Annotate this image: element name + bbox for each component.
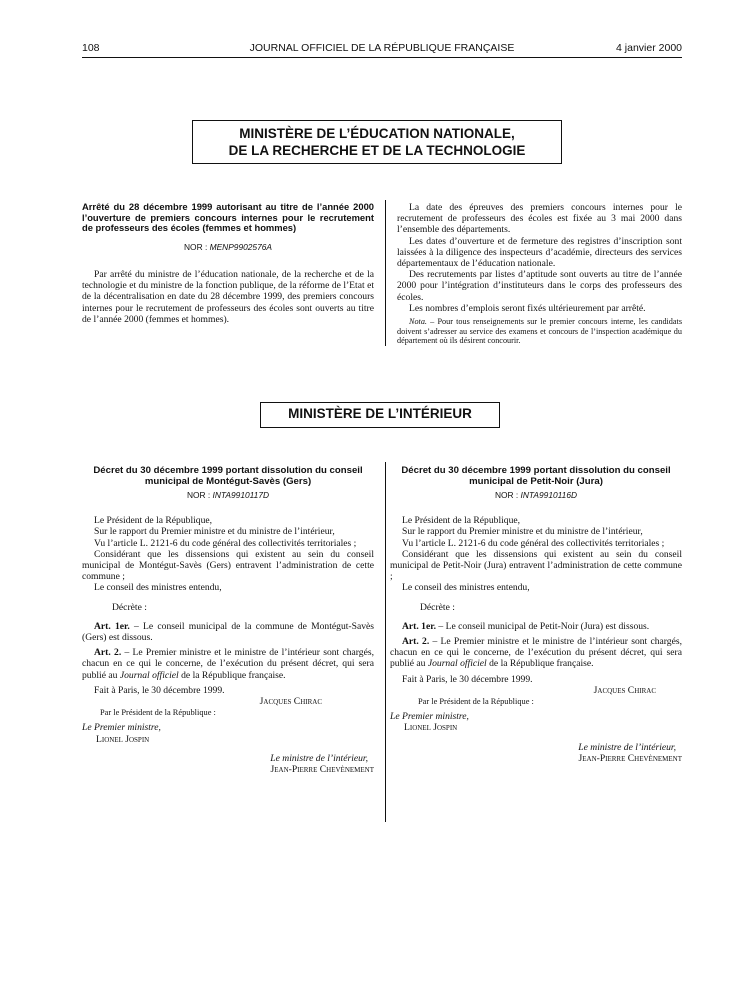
ministry-education-box	[192, 120, 562, 164]
decret-nor-label: NOR :	[494, 490, 519, 500]
arrete-nor-label: NOR :	[184, 241, 208, 252]
decret-title: Décret du 30 décembre 1999 portant dissolution du conseil municipal de Petit-Noir (Jura)	[401, 465, 671, 487]
ministry-education-line1: MINISTÈRE DE L’ÉDUCATION NATIONALE,	[239, 126, 515, 141]
running-header	[82, 42, 682, 58]
decret-president: Le Président de la République,	[402, 515, 521, 527]
decret-mi-name: Jean-Pierre Chevènement	[270, 764, 374, 776]
decret-column-rule	[385, 462, 386, 822]
decret-art2	[390, 636, 682, 670]
decret-rapport: Sur le rapport du Premier ministre et du ministre de l’intérieur,	[402, 526, 643, 538]
arrete-right-paragraph: Les nombres d’emplois seront fixés ultérieurement par arrêté.	[409, 302, 646, 314]
decret-decrete: Décrète :	[112, 601, 147, 613]
arrete-note	[397, 317, 682, 346]
arrete-nor-code: MENP9902576A	[209, 241, 272, 252]
decret-petit-noir-column	[390, 465, 682, 764]
ministry-interior-title: MINISTÈRE DE L’INTÉRIEUR	[288, 406, 472, 421]
decret-title: Décret du 30 décembre 1999 portant dissolution du conseil municipal de Montégut-Savès (Gers)	[93, 465, 363, 487]
decret-vu: Vu l’article L. 2121-6 du code général des collectivités territoriales ;	[402, 537, 665, 549]
decret-pm-name: Lionel Jospin	[96, 733, 150, 745]
arrete-note-label: Nota.	[409, 317, 427, 327]
decret-montegut-column	[82, 465, 374, 775]
decret-decrete: Décrète :	[420, 601, 455, 613]
arrete-column-rule	[385, 200, 386, 346]
decret-considerant: Considérant que les dissensions qui existent au sein du conseil municipal de Montégut-Savès (Gers) entravent l’administration de cette commune ;	[82, 548, 374, 583]
decret-mi-name: Jean-Pierre Chevènement	[578, 752, 682, 764]
decret-nor-code: INTA9910117D	[212, 490, 270, 500]
decret-president: Le Président de la République,	[94, 515, 213, 527]
decret-art2-text-end: de la République française.	[178, 669, 286, 681]
ministry-education-line2: DE LA RECHERCHE ET DE LA TECHNOLOGIE	[228, 143, 526, 158]
decret-signer: Jacques Chirac	[259, 696, 322, 708]
arrete-body: Par arrêté du ministre de l’éducation nationale, de la recherche et de la technologie et du ministre de la fonction publique, de la réforme de l’Etat et de la décentralisation en date du 28 décembre 1999, des premiers concours internes pour le recrutement de professeurs des écoles sont ouverts au titre de l’année 2000 (femmes et hommes).	[82, 268, 374, 325]
decret-art1	[82, 621, 374, 643]
decret-mi-title: Le ministre de l’intérieur,	[270, 752, 368, 764]
decret-signer: Jacques Chirac	[593, 684, 656, 696]
arrete-right-paragraph: Des recrutements par listes d’aptitude sont ouverts au titre de l’année 2000 pour l’intégration d’instituteurs dans le corps des professeurs des écoles.	[397, 269, 682, 303]
decret-fait: Fait à Paris, le 30 décembre 1999.	[94, 684, 225, 696]
header-rule	[82, 57, 682, 58]
decret-art2-text-end: de la République française.	[486, 658, 594, 670]
decret-conseil: Le conseil des ministres entendu,	[94, 582, 222, 594]
decret-art2-label: Art. 2.	[402, 636, 430, 648]
decret-art1-label: Art. 1er.	[402, 620, 437, 632]
decret-par-le-president: Par le Président de la République :	[418, 697, 534, 707]
decret-nor-code: INTA9910116D	[520, 490, 578, 500]
arrete-title: Arrêté du 28 décembre 1999 autorisant au titre de l’année 2000 l’ouverture de premiers concours internes pour le recrutement de professeurs des écoles (femmes et hommes)	[82, 201, 374, 234]
page-number: 108	[82, 42, 100, 54]
journal-title: JOURNAL OFFICIEL DE LA RÉPUBLIQUE FRANÇAISE	[249, 42, 515, 54]
decret-art1-label: Art. 1er.	[94, 620, 130, 632]
decret-pm-name: Lionel Jospin	[404, 722, 458, 734]
decret-art2	[82, 647, 374, 681]
decret-art2-journal: Journal officiel	[427, 658, 487, 670]
decret-rapport: Sur le rapport du Premier ministre et du ministre de l’intérieur,	[94, 526, 335, 538]
arrete-nor	[82, 242, 374, 253]
decret-nor	[390, 490, 682, 501]
decret-vu: Vu l’article L. 2121-6 du code général des collectivités territoriales ;	[94, 537, 357, 549]
decret-considerant: Considérant que les dissensions qui existent au sein du conseil municipal de Petit-Noir (Jura) entravent l’administration de cette commune ;	[390, 548, 682, 583]
decret-conseil: Le conseil des ministres entendu,	[402, 582, 530, 594]
decret-pm-title: Le Premier ministre,	[390, 711, 469, 723]
decret-nor	[82, 490, 374, 501]
decret-art1	[390, 621, 682, 632]
arrete-right-column	[397, 202, 682, 346]
decret-art2-text: – Le Premier ministre et le ministre de l’intérieur sont chargés, chacun en ce qui le concerne, de l’exécution du présent décret, qui sera publié au	[82, 647, 374, 681]
issue-date: 4 janvier 2000	[616, 42, 682, 54]
decret-art1-text: – Le conseil municipal de Petit-Noir (Jura) est dissous.	[436, 620, 650, 632]
decret-art1-text: – Le conseil municipal de la commune de Montégut-Savès (Gers) est dissous.	[82, 620, 374, 644]
decret-art2-label: Art. 2.	[94, 647, 122, 659]
arrete-right-paragraph: Les dates d’ouverture et de fermeture des registres d’inscription sont laissées à la diligence des inspecteurs d’académie, directeurs des services départementaux de l’éducation nationale.	[397, 235, 682, 270]
decret-pm-title: Le Premier ministre,	[82, 722, 161, 734]
decret-par-le-president: Par le Président de la République :	[100, 708, 216, 718]
decret-mi-title: Le ministre de l’intérieur,	[578, 741, 676, 753]
ministry-interior-box	[260, 402, 500, 428]
arrete-left-column	[82, 202, 374, 325]
decret-art2-journal: Journal officiel	[119, 669, 179, 681]
decret-fait: Fait à Paris, le 30 décembre 1999.	[402, 673, 533, 685]
arrete-note-text: – Pour tous renseignements sur le premier concours interne, les candidats doivent s’adresser au service des examens et concours de l’inspection académique du département où ils désirent concourir.	[397, 317, 682, 346]
arrete-right-paragraph: La date des épreuves des premiers concours internes pour le recrutement de professeurs des écoles est fixée au 3 mai 2000 dans l’ensemble des départements.	[397, 202, 682, 236]
decret-art2-text: – Le Premier ministre et le ministre de l’intérieur sont chargés, chacun en ce qui le concerne, de l’exécution du présent décret, qui sera publié au	[390, 636, 682, 670]
decret-nor-label: NOR :	[186, 490, 211, 500]
